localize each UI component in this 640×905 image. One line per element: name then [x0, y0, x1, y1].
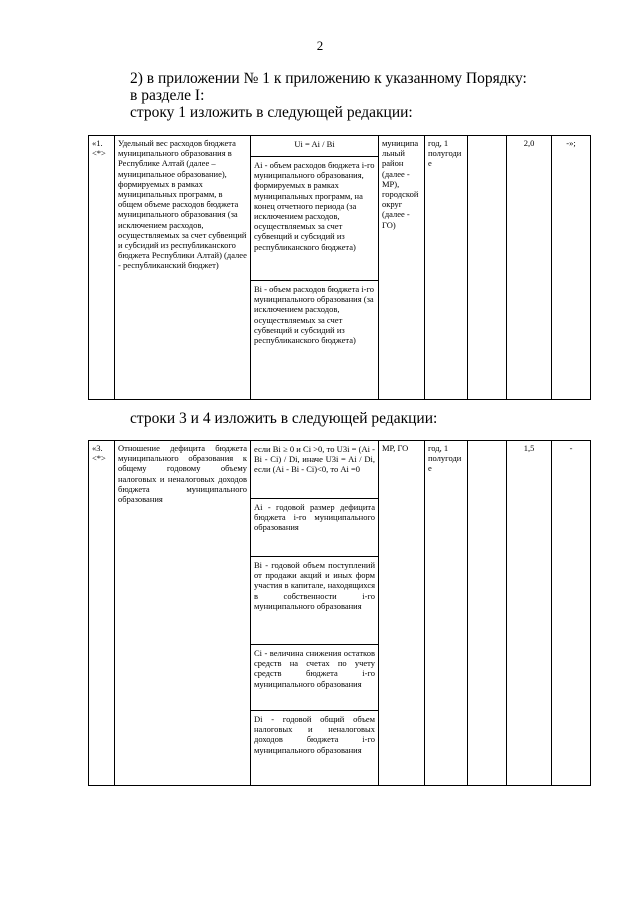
indicator-name: Отношение дефицита бюджета муниципального образования к общему годовому объему налоговых и неналоговых доходов бюджета муниципального образования: [115, 441, 251, 786]
closing-mark: -: [552, 441, 591, 786]
formula: Ui = Ai / Bi: [294, 139, 335, 149]
formula-definition: Di - годовой общий объем налоговых и неналоговых доходов бюджета i-го муниципального образования: [251, 710, 378, 759]
indicator-table-row-1: [88, 135, 591, 400]
amendment-heading: 2) в приложении № 1 к приложению к указанному Порядку:: [130, 70, 527, 87]
formula-definition: Ai - объем расходов бюджета i-го муниципального образования, формируемых в рамках муниципальных программ, на конец отчетного периода (за исключением расходов, осуществляемых за счет субвенций и субсидий из республиканского бюджета): [251, 156, 378, 280]
row1-instruction: строку 1 изложить в следующей редакции:: [130, 104, 413, 121]
closing-mark: -»;: [552, 136, 591, 400]
rows-3-4-instruction: строки 3 и 4 изложить в следующей редакции:: [130, 410, 438, 427]
reporting-period: год, 1 полугодие: [425, 136, 468, 400]
empty-cell: [468, 136, 507, 400]
formula-definition: Ai - годовой размер дефицита бюджета i-го муниципального образования: [251, 498, 378, 556]
reporting-period: год, 1 полугодие: [425, 441, 468, 786]
formula-definition: Bi - объем расходов бюджета i-го муниципального образования (за исключением расходов, осуществляемых за счет субвенций и субсидий из республиканского бюджета): [251, 280, 378, 349]
indicator-table-rows-3-4: [88, 440, 591, 786]
indicator-name: Удельный вес расходов бюджета муниципального образования в Республике Алтай (далее – муниципальное образование), формируемых в рамках муниципальных программ, в общем объеме расходов бюджета муниципального образования (за исключением расходов, осуществляемых за счет субвенций и субсидий из республиканского бюджета Республики Алтай) (далее - республиканский бюджет): [115, 136, 251, 400]
table-row: [89, 441, 591, 786]
formula: если Bi ≥ 0 и Ci >0, то U3i = (Ai - Bi - Ci) / Di, иначе U3i = Ai / Di, если (Ai - Bi - Ci)<0, то Ai =0: [254, 444, 375, 475]
row-number: «3. <*>: [89, 441, 115, 786]
formula-cell: [251, 441, 379, 786]
formula-definition: Bi - годовой объем поступлений от продажи акций и иных форм участия в капитале, находящихся в собственности i-го муниципального образования: [251, 556, 378, 644]
page-number: 2: [316, 38, 324, 53]
formula-cell: [251, 136, 379, 400]
municipality-type: МР, ГО: [379, 441, 425, 786]
section-heading: в разделе I:: [130, 87, 205, 104]
weight-value: 2,0: [507, 136, 552, 400]
municipality-type: муниципальный район (далее - МР), городской округ (далее - ГО): [379, 136, 425, 400]
row-number: «1. <*>: [89, 136, 115, 400]
table-row: [89, 136, 591, 400]
weight-value: 1,5: [507, 441, 552, 786]
empty-cell: [468, 441, 507, 786]
formula-definition: Ci - величина снижения остатков средств на счетах по учету средств бюджета i-го муниципального образования: [251, 644, 378, 710]
